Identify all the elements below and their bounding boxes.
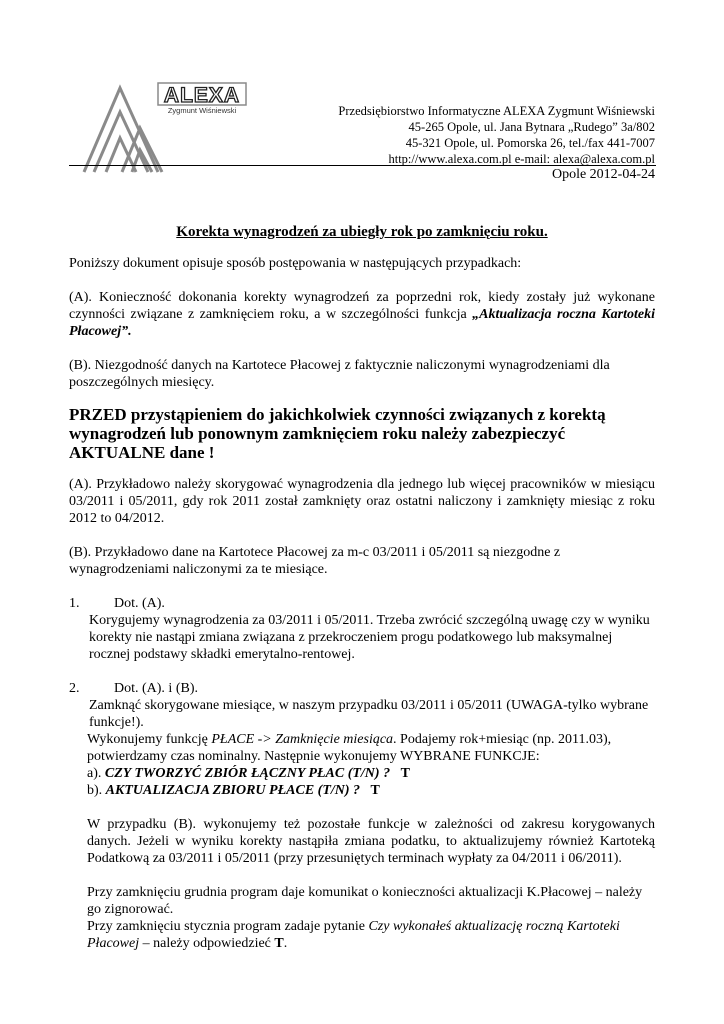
step-2-title: Dot. (A). i (B). xyxy=(114,681,198,696)
option-a: a). CZY TWORZYĆ ZBIÓR ŁĄCZNY PŁAC (T/N) ? T xyxy=(87,766,410,781)
step-2-function-instructions: Wykonujemy funkcję PŁACE -> Zamknięcie miesiąca. Podajemy rok+miesiąc (np. 2011.03), potwierdzamy czas nominalny. Następnie wykonujemy WYBRANE FUNKCJE: xyxy=(87,732,612,764)
case-a-function-name: „Aktualizacja roczna Kartoteki Płacowej”. xyxy=(69,307,655,339)
example-a-paragraph: (A). Przykładowo należy skorygować wynagrodzenia dla jednego lub więcej pracowników w miesiącu 03/2011 i 05/2011, gdy rok 2011 został zamknięty oraz ostatni naliczony i zamknięty miesiąc z roku 2012 to 04/2012. xyxy=(69,477,655,526)
alexa-logo xyxy=(82,82,248,174)
step-1-title: Dot. (A). xyxy=(114,596,165,611)
company-info xyxy=(338,103,655,167)
company-address-2: 45-321 Opole, ul. Pomorska 26, tel./fax 441-7007 xyxy=(405,136,655,150)
warning-heading: PRZED przystąpieniem do jakichkolwiek czynności związanych z korektą wynagrodzeń lub ponownym zamknięciem roku należy zabezpieczyć AKTUALNE dane ! xyxy=(69,405,606,462)
function-path: PŁACE -> Zamknięcie miesiąca xyxy=(211,732,394,747)
intro-paragraph: Poniższy dokument opisuje sposób postępowania w następujących przypadkach: xyxy=(69,256,522,271)
company-address-1: 45-265 Opole, ul. Jana Bytnara „Rudego” 3a/802 xyxy=(408,120,655,134)
document-body xyxy=(69,224,655,952)
company-contact: http://www.alexa.com.pl e-mail: alexa@alexa.com.pl xyxy=(388,152,655,166)
option-b: b). AKTUALIZACJA ZBIORU PŁACE (T/N) ? T xyxy=(87,783,380,798)
january-closing-note: Przy zamknięciu stycznia program zadaje pytanie Czy wykonałeś aktualizację roczną Kartoteki Płacowej – należy odpowiedzieć T. xyxy=(87,919,620,951)
step-1-number: 1. xyxy=(69,596,80,611)
document-date: Opole 2012-04-24 xyxy=(551,167,655,182)
example-b-paragraph: (B). Przykładowo dane na Kartotece Płacowej za m-c 03/2011 i 05/2011 są niezgodne z wynagrodzeniami naliczonymi za te miesiące. xyxy=(69,545,561,577)
logo-wordmark: ALEXA xyxy=(163,84,241,107)
document-title: Korekta wynagrodzeń za ubiegły rok po zamknięciu roku. xyxy=(176,224,548,240)
case-a-paragraph: (A). Konieczność dokonania korekty wynagrodzeń za poprzedni rok, kiedy zostały już wykonane czynności związane z zamknięciem roku, a w szczególności funkcja „Aktualizacja roczna Kartoteki Płacowej”. xyxy=(69,290,655,339)
case-b-procedure: W przypadku (B). wykonujemy też pozostałe funkcje w zależności od zakresu korygowanych danych. Jeżeli w wyniku korekty nastąpiła zmiana podatku, to aktualizujemy również Kartoteką Podatkową za 03/2011 i 05/2011 (przy przesuniętych terminach wypłaty za 04/2011 i 06/2011). xyxy=(87,817,655,866)
header-divider xyxy=(69,165,656,166)
case-b-paragraph: (B). Niezgodność danych na Kartotece Płacowej z faktycznie naliczonymi wynagrodzeniami dla poszczególnych miesięcy. xyxy=(69,358,610,390)
step-2-heading xyxy=(69,680,655,697)
logo-subtitle: Zygmunt Wiśniewski xyxy=(167,106,237,115)
step-1-text: Korygujemy wynagrodzenia za 03/2011 i 05/2011. Trzeba zwrócić szczególną uwagę czy w wyniku korekty nie nastąpi zmiana związana z przekroczeniem progu podatkowego lub maksymalnej rocznej podstawy składki emerytalno-rentowej. xyxy=(89,613,650,662)
step-2-close-months: Zamknąć skorygowane miesiące, w naszym przypadku 03/2011 i 05/2011 (UWAGA-tylko wybrane funkcje!). xyxy=(89,698,649,730)
december-closing-note: Przy zamknięciu grudnia program daje komunikat o konieczności aktualizacji K.Płacowej – należy go zignorować. xyxy=(87,885,643,917)
option-a-answer: T xyxy=(400,766,410,781)
step-2-number: 2. xyxy=(69,681,80,696)
step-1-heading xyxy=(69,595,655,612)
company-name: Przedsiębiorstwo Informatyczne ALEXA Zygmunt Wiśniewski xyxy=(338,104,655,118)
option-b-answer: T xyxy=(370,783,380,798)
